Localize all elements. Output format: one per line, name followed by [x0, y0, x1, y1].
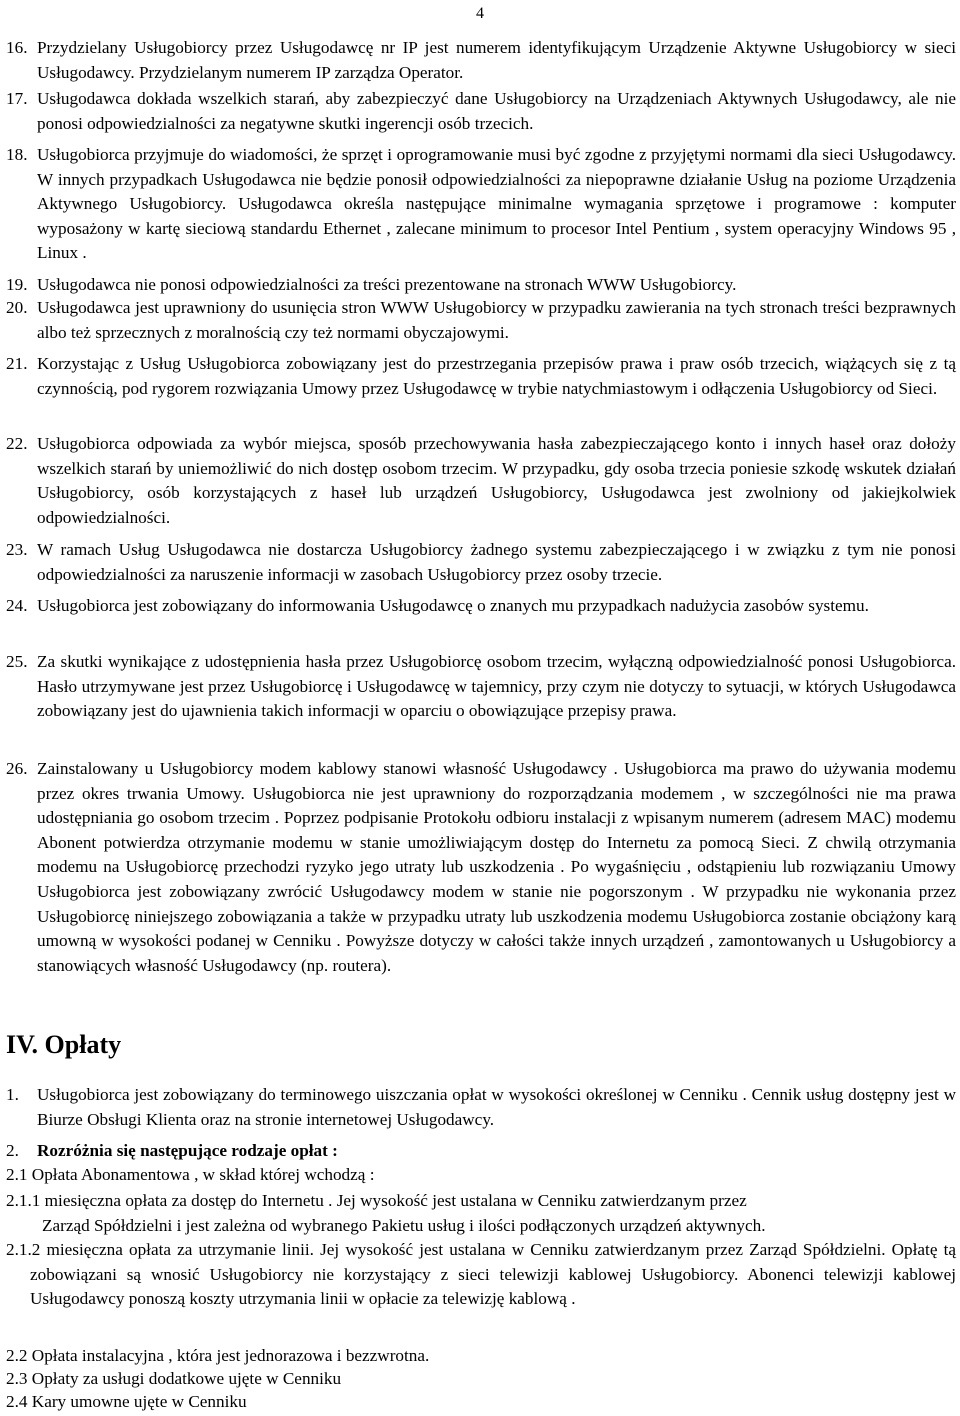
- fee-subitem-2-1-2: [6, 1238, 956, 1312]
- clause-number: 16.: [6, 38, 28, 57]
- clause-text: Usługobiorca jest zobowiązany do informowania Usługodawcę o znanych mu przypadkach nadużycia zasobów systemu.: [37, 596, 869, 615]
- clause-number: 2.: [6, 1141, 19, 1160]
- clause-text: Za skutki wynikające z udostępnienia hasła przez Usługobiorcę osobom trzecim, wyłączną odpowiedzialność ponosi Usługobiorca. Hasło utrzymywane jest przez Usługobiorcę i Usługodawcę w tajemnicy, przy czym nie dotyczy to sytuacji, w których Usługodawca zobowiązany jest do ujawnienia takich informacji w oparciu o obowiązujące przepisy prawa.: [37, 652, 956, 721]
- subitem-text: 2.2 Opłata instalacyjna , która jest jednorazowa i bezzwrotna.: [6, 1346, 430, 1365]
- subitem-text: 2.3 Opłaty za usługi dodatkowe ujęte w Cenniku: [6, 1369, 342, 1388]
- clause-text: Przydzielany Usługobiorcy przez Usługodawcę nr IP jest numerem identyfikującym Urządzenie Aktywne Usługobiorcy w sieci Usługodawcy. Przydzielanym numerem IP zarządza Operator.: [37, 38, 956, 82]
- clause-text: Usługobiorca jest zobowiązany do terminowego uiszczania opłat w wysokości określonej w Cenniku . Cennik usług dostępny jest w Biurze Obsługi Klienta oraz na stronie internetowej Usługodawcy.: [37, 1085, 956, 1129]
- clause-number: 20.: [6, 298, 28, 317]
- clause-text: Usługobiorca przyjmuje do wiadomości, że sprzęt i oprogramowanie musi być zgodne z przyjętymi normami dla sieci Usługodawcy. W innych przypadkach Usługodawca nie będzie ponosił odpowiedzialności za niepoprawne działanie Usług na poziome Urządzenia Aktywnego Usługobiorcy. Usługodawca określa następujące minimalne wymagania sprzętowe i programowe : komputer wyposażony w kartę sieciową standardu Ethernet , zalecane minimum to procesor Intel Pentium , system operacyjny Windows 95 , Linux .: [37, 145, 956, 263]
- clause-25: [6, 650, 956, 724]
- fee-subitem-2-4: [6, 1390, 956, 1415]
- subitem-text: 2.4 Kary umowne ujęte w Cenniku: [6, 1392, 247, 1411]
- clause-text: Korzystając z Usług Usługobiorca zobowiązany jest do przestrzegania przepisów prawa i praw osób trzecich, wiążących się z tą czynnością, pod rygorem rozwiązania Umowy przez Usługodawcę w trybie natychmiastowym i odłączenia Usługobiorcy od Sieci.: [37, 354, 956, 398]
- subitem-text: 2.1 Opłata Abonamentowa , w skład której wchodzą :: [6, 1165, 375, 1184]
- clause-22: [6, 432, 956, 530]
- clause-21: [6, 352, 956, 401]
- section-title: IV. Opłaty: [6, 1030, 122, 1059]
- clause-number: 1.: [6, 1085, 19, 1104]
- fee-clause-1: [6, 1083, 956, 1132]
- clause-number: 23.: [6, 540, 28, 559]
- subitem-text: 2.1.2 miesięczna opłata za utrzymanie linii. Jej wysokość jest ustalana w Cenniku zatwierdzanym przez Zarząd Spółdzielni. Opłatę tą zobowiązani są wnosić Usługobiorcy nie korzystający z sieci telewizji kablowej Usługobiorcy. Abonenci telewizji kablowej Usługodawcy ponoszą koszty utrzymania linii w opłacie za telewizję kablową .: [6, 1240, 956, 1309]
- clause-number: 21.: [6, 354, 28, 373]
- clause-text: Usługodawca nie ponosi odpowiedzialności za treści prezentowane na stronach WWW Usługobiorcy.: [37, 275, 737, 294]
- clause-17: [6, 87, 956, 136]
- clause-number: 22.: [6, 434, 28, 453]
- clause-number: 25.: [6, 652, 28, 671]
- subitem-text: 2.1.1 miesięczna opłata za dostęp do Internetu . Jej wysokość jest ustalana w Cenniku zatwierdzanym przez: [6, 1191, 747, 1210]
- clause-number: 26.: [6, 759, 28, 778]
- clause-26: [6, 757, 956, 978]
- clause-number: 24.: [6, 596, 28, 615]
- clause-18: [6, 143, 956, 266]
- clause-20: [6, 296, 956, 345]
- clause-number: 18.: [6, 145, 28, 164]
- fee-clause-2: [6, 1139, 956, 1164]
- fee-subitem-2-2: [6, 1344, 956, 1369]
- fee-subitem-2-3: [6, 1367, 956, 1392]
- clause-number: 19.: [6, 275, 28, 294]
- clause-text: Usługodawca dokłada wszelkich starań, aby zabezpieczyć dane Usługobiorcy na Urządzeniach Aktywnych Usługodawcy, ale nie ponosi odpowiedzialności za negatywne skutki ingerencji osób trzecich.: [37, 89, 956, 133]
- page-number: 4: [476, 5, 484, 22]
- clause-text: Usługobiorca odpowiada za wybór miejsca, sposób przechowywania hasła zabezpieczającego konto i innych haseł oraz dołoży wszelkich starań by uniemożliwić do nich dostęp osobom trzecim. W przypadku, gdy osoba trzecia poniesie szkodę wskutek działań Usługobiorcy, osób korzystających z haseł lub urządzeń Usługobiorcy, Usługodawca jest zwolniony od jakiejkolwiek odpowiedzialności.: [37, 434, 956, 527]
- clause-number: 17.: [6, 89, 28, 108]
- clause-24: [6, 594, 956, 619]
- clause-19: [6, 273, 956, 298]
- fee-subitem-2-1: [6, 1163, 956, 1188]
- subitem-continuation: Zarząd Spółdzielni i jest zależna od wybranego Pakietu usług i ilości podłączonych urządzeń aktywnych.: [42, 1215, 766, 1235]
- clause-text: Zainstalowany u Usługobiorcy modem kablowy stanowi własność Usługodawcy . Usługobiorca ma prawo do używania modemu przez okres trwania Umowy. Usługobiorca nie jest uprawniony do rozporządzania modemem , w szczególności nie ma prawa udostępniania go osobom trzecim . Poprzez podpisanie Protokołu odbioru instalacji z wpisanym numerem (adresem MAC) modemu Abonent potwierdza otrzymanie modemu w stanie umożliwiającym dostęp do Internetu za pomocą Sieci. Z chwilą otrzymania modemu na Usługobiorcę przechodzi ryzyko jego utraty lub uszkodzenia . Po wygaśnięciu , odstąpieniu lub rozwiązaniu Umowy Usługobiorca jest zobowiązany zwrócić Usługodawcy modem w stanie nie pogorszonym . W przypadku nie wykonania przez Usługobiorcę niniejszego zobowiązania a także w przypadku utraty lub uszkodzenia modemu Usługobiorca zostanie obciążony karą umowną w wysokości podanej w Cenniku . Powyższe dotyczy w całości także innych urządzeń , zamontowanych u Usługobiorcy a stanowiących własność Usługodawcy (np. routera).: [37, 759, 956, 975]
- clause-23: [6, 538, 956, 587]
- clause-16: [6, 36, 956, 85]
- clause-text: W ramach Usług Usługodawca nie dostarcza Usługobiorcy żadnego systemu zabezpieczającego i w związku z tym nie ponosi odpowiedzialności za naruszenie informacji w zasobach Usługobiorcy przez osoby trzecie.: [37, 540, 956, 584]
- clause-text: Rozróżnia się następujące rodzaje opłat :: [37, 1141, 338, 1160]
- clause-text: Usługodawca jest uprawniony do usunięcia stron WWW Usługobiorcy w przypadku zawierania na tych stronach treści bezprawnych albo też sprzecznych z moralnością czy też normami obyczajowymi.: [37, 298, 956, 342]
- fee-subitem-2-1-1: [6, 1189, 956, 1238]
